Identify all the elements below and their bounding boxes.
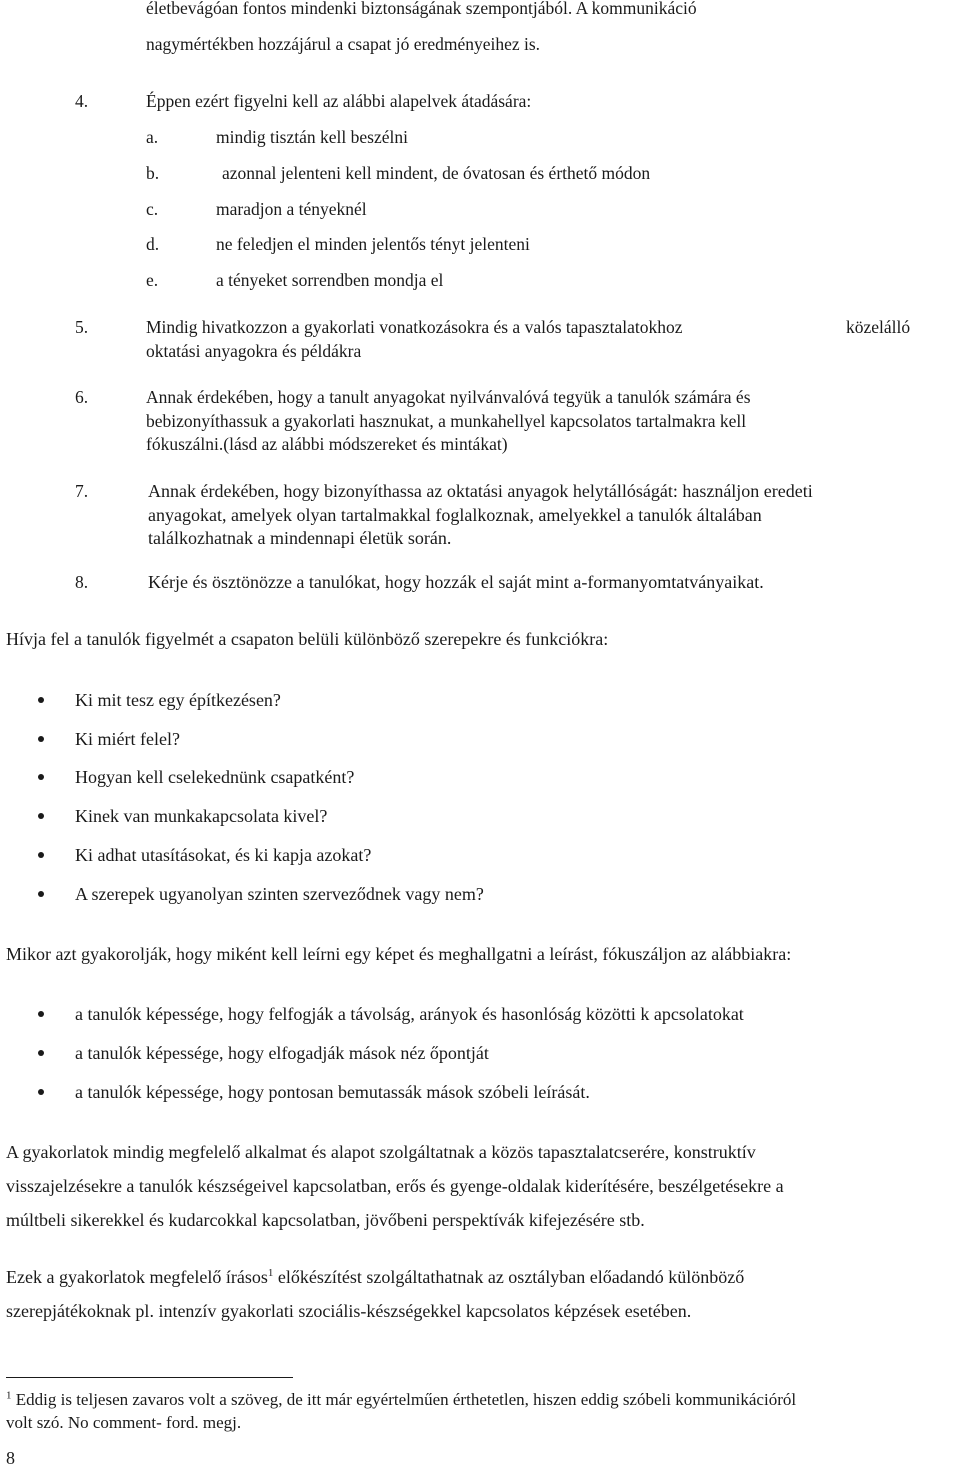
item-8-number: 8. — [75, 572, 89, 592]
footnote-line-1 — [6, 1388, 796, 1412]
footnote-line-2: volt szó. No comment- ford. megj. — [6, 1413, 242, 1432]
sub-d-text: ne feledjen el minden jelentős tényt jelenteni — [216, 234, 530, 254]
item-4-number: 4. — [75, 91, 89, 111]
roles-item: Hogyan kell cselekednünk csapatként? — [75, 767, 355, 787]
describe-item: a tanulók képessége, hogy pontosan bemutassák mások szóbeli leírását. — [75, 1082, 590, 1102]
describe-intro: Mikor azt gyakorolják, hogy miként kell leírni egy képet és meghallgatni a leírást, fókuszáljon az alábbiakra: — [6, 944, 792, 964]
bullet-icon — [38, 891, 44, 897]
footnote-text: Eddig is teljesen zavaros volt a szöveg, de itt már egyértelműen érthetetlen, hiszen eddig szóbeli kommunikációról — [15, 1390, 797, 1409]
paragraph-2-text-b: előkészítést szolgáltathatnak az osztályban előadandó különböző — [277, 1267, 745, 1287]
paragraph-1-line-1: A gyakorlatok mindig megfelelő alkalmat és alapot szolgáltatnak a közös tapasztalatcserére, konstruktív — [6, 1142, 756, 1162]
item-7-number: 7. — [75, 481, 89, 501]
bullet-icon — [38, 736, 44, 742]
paragraph-2-line-2: szerepjátékoknak pl. intenzív gyakorlati szociális-készségekkel kapcsolatos képzések esetében. — [6, 1301, 692, 1321]
roles-item: Ki adhat utasításokat, és ki kapja azokat? — [75, 845, 372, 865]
item-7-line-2: anyagokat, amelyek olyan tartalmakkal foglalkoznak, amelyekkel a tanulók általában — [148, 505, 762, 525]
item-6-number: 6. — [75, 387, 89, 407]
item-6-line-2: bebizonyíthassuk a gyakorlati hasznukat, a munkahellyel kapcsolatos tartalmakra kell — [146, 411, 747, 431]
roles-item: A szerepek ugyanolyan szinten szerveződnek vagy nem? — [75, 884, 484, 904]
page-number: 8 — [6, 1448, 15, 1468]
bullet-icon — [38, 813, 44, 819]
bullet-icon — [38, 852, 44, 858]
intro-line-2: nagymértékben hozzájárul a csapat jó eredményeihez is. — [146, 34, 541, 54]
item-8-line-1: Kérje és ösztönözze a tanulókat, hogy hozzák el saját mint a-formanyomtatványaikat. — [148, 572, 764, 592]
roles-item: Kinek van munkakapcsolata kivel? — [75, 806, 328, 826]
sub-e-letter: e. — [146, 270, 159, 290]
item-6-line-3: fókuszálni.(lásd az alábbi módszereket és mintákat) — [146, 434, 508, 454]
bullet-icon — [38, 1011, 44, 1017]
roles-intro: Hívja fel a tanulók figyelmét a csapaton belüli különböző szerepekre és funkciókra: — [6, 629, 609, 649]
roles-item: Ki mit tesz egy építkezésen? — [75, 690, 281, 710]
item-5-line-1: Mindig hivatkozzon a gyakorlati vonatkozásokra és a valós tapasztalatokhoz — [146, 317, 683, 337]
intro-line-1: életbevágóan fontos mindenki biztonságának szempontjából. A kommunikáció — [146, 0, 697, 18]
roles-item: Ki miért felel? — [75, 729, 180, 749]
footnote-reference[interactable]: 1 — [267, 1267, 274, 1279]
item-5-number: 5. — [75, 317, 89, 337]
sub-a-text: mindig tisztán kell beszélni — [216, 127, 408, 147]
sub-c-text: maradjon a tényeknél — [216, 199, 367, 219]
item-7-line-3: találkozhatnak a mindennapi életük során. — [148, 528, 452, 548]
bullet-icon — [38, 1050, 44, 1056]
bullet-icon — [38, 697, 44, 703]
footnote-separator — [6, 1377, 293, 1378]
paragraph-2-line-1 — [6, 1265, 744, 1289]
item-6-line-1: Annak érdekében, hogy a tanult anyagokat nyilvánvalóvá tegyük a tanulók számára és — [146, 387, 751, 407]
sub-b-text: azonnal jelenteni kell mindent, de óvatosan és érthető módon — [222, 163, 651, 183]
sub-a-letter: a. — [146, 127, 159, 147]
item-5-line-2: oktatási anyagokra és példákra — [146, 341, 362, 361]
bullet-icon — [38, 774, 44, 780]
sub-b-letter: b. — [146, 163, 160, 183]
describe-item: a tanulók képessége, hogy elfogadják mások néz őpontját — [75, 1043, 489, 1063]
paragraph-1-line-2: visszajelzésekre a tanulók készségeivel kapcsolatban, erős és gyenge-oldalak kiderítésére, beszélgetésekre a — [6, 1176, 784, 1196]
describe-item: a tanulók képessége, hogy felfogják a távolság, arányok és hasonlóság közötti k apcsolatokat — [75, 1004, 744, 1024]
item-5-line-1-end: közelálló — [846, 317, 911, 337]
sub-c-letter: c. — [146, 199, 159, 219]
bullet-icon — [38, 1089, 44, 1095]
item-4-text: Éppen ezért figyelni kell az alábbi alapelvek átadására: — [146, 91, 532, 111]
item-7-line-1: Annak érdekében, hogy bizonyíthassa az oktatási anyagok helytállóságát: használjon eredeti — [148, 481, 813, 501]
footnote-mark: 1 — [6, 1389, 12, 1402]
paragraph-2-text-a: Ezek a gyakorlatok megfelelő írásos — [6, 1267, 268, 1287]
sub-d-letter: d. — [146, 234, 160, 254]
paragraph-1-line-3: múltbeli sikerekkel és kudarcokkal kapcsolatban, jövőbeni perspektívák kifejezésére stb. — [6, 1210, 645, 1230]
sub-e-text: a tényeket sorrendben mondja el — [216, 270, 444, 290]
